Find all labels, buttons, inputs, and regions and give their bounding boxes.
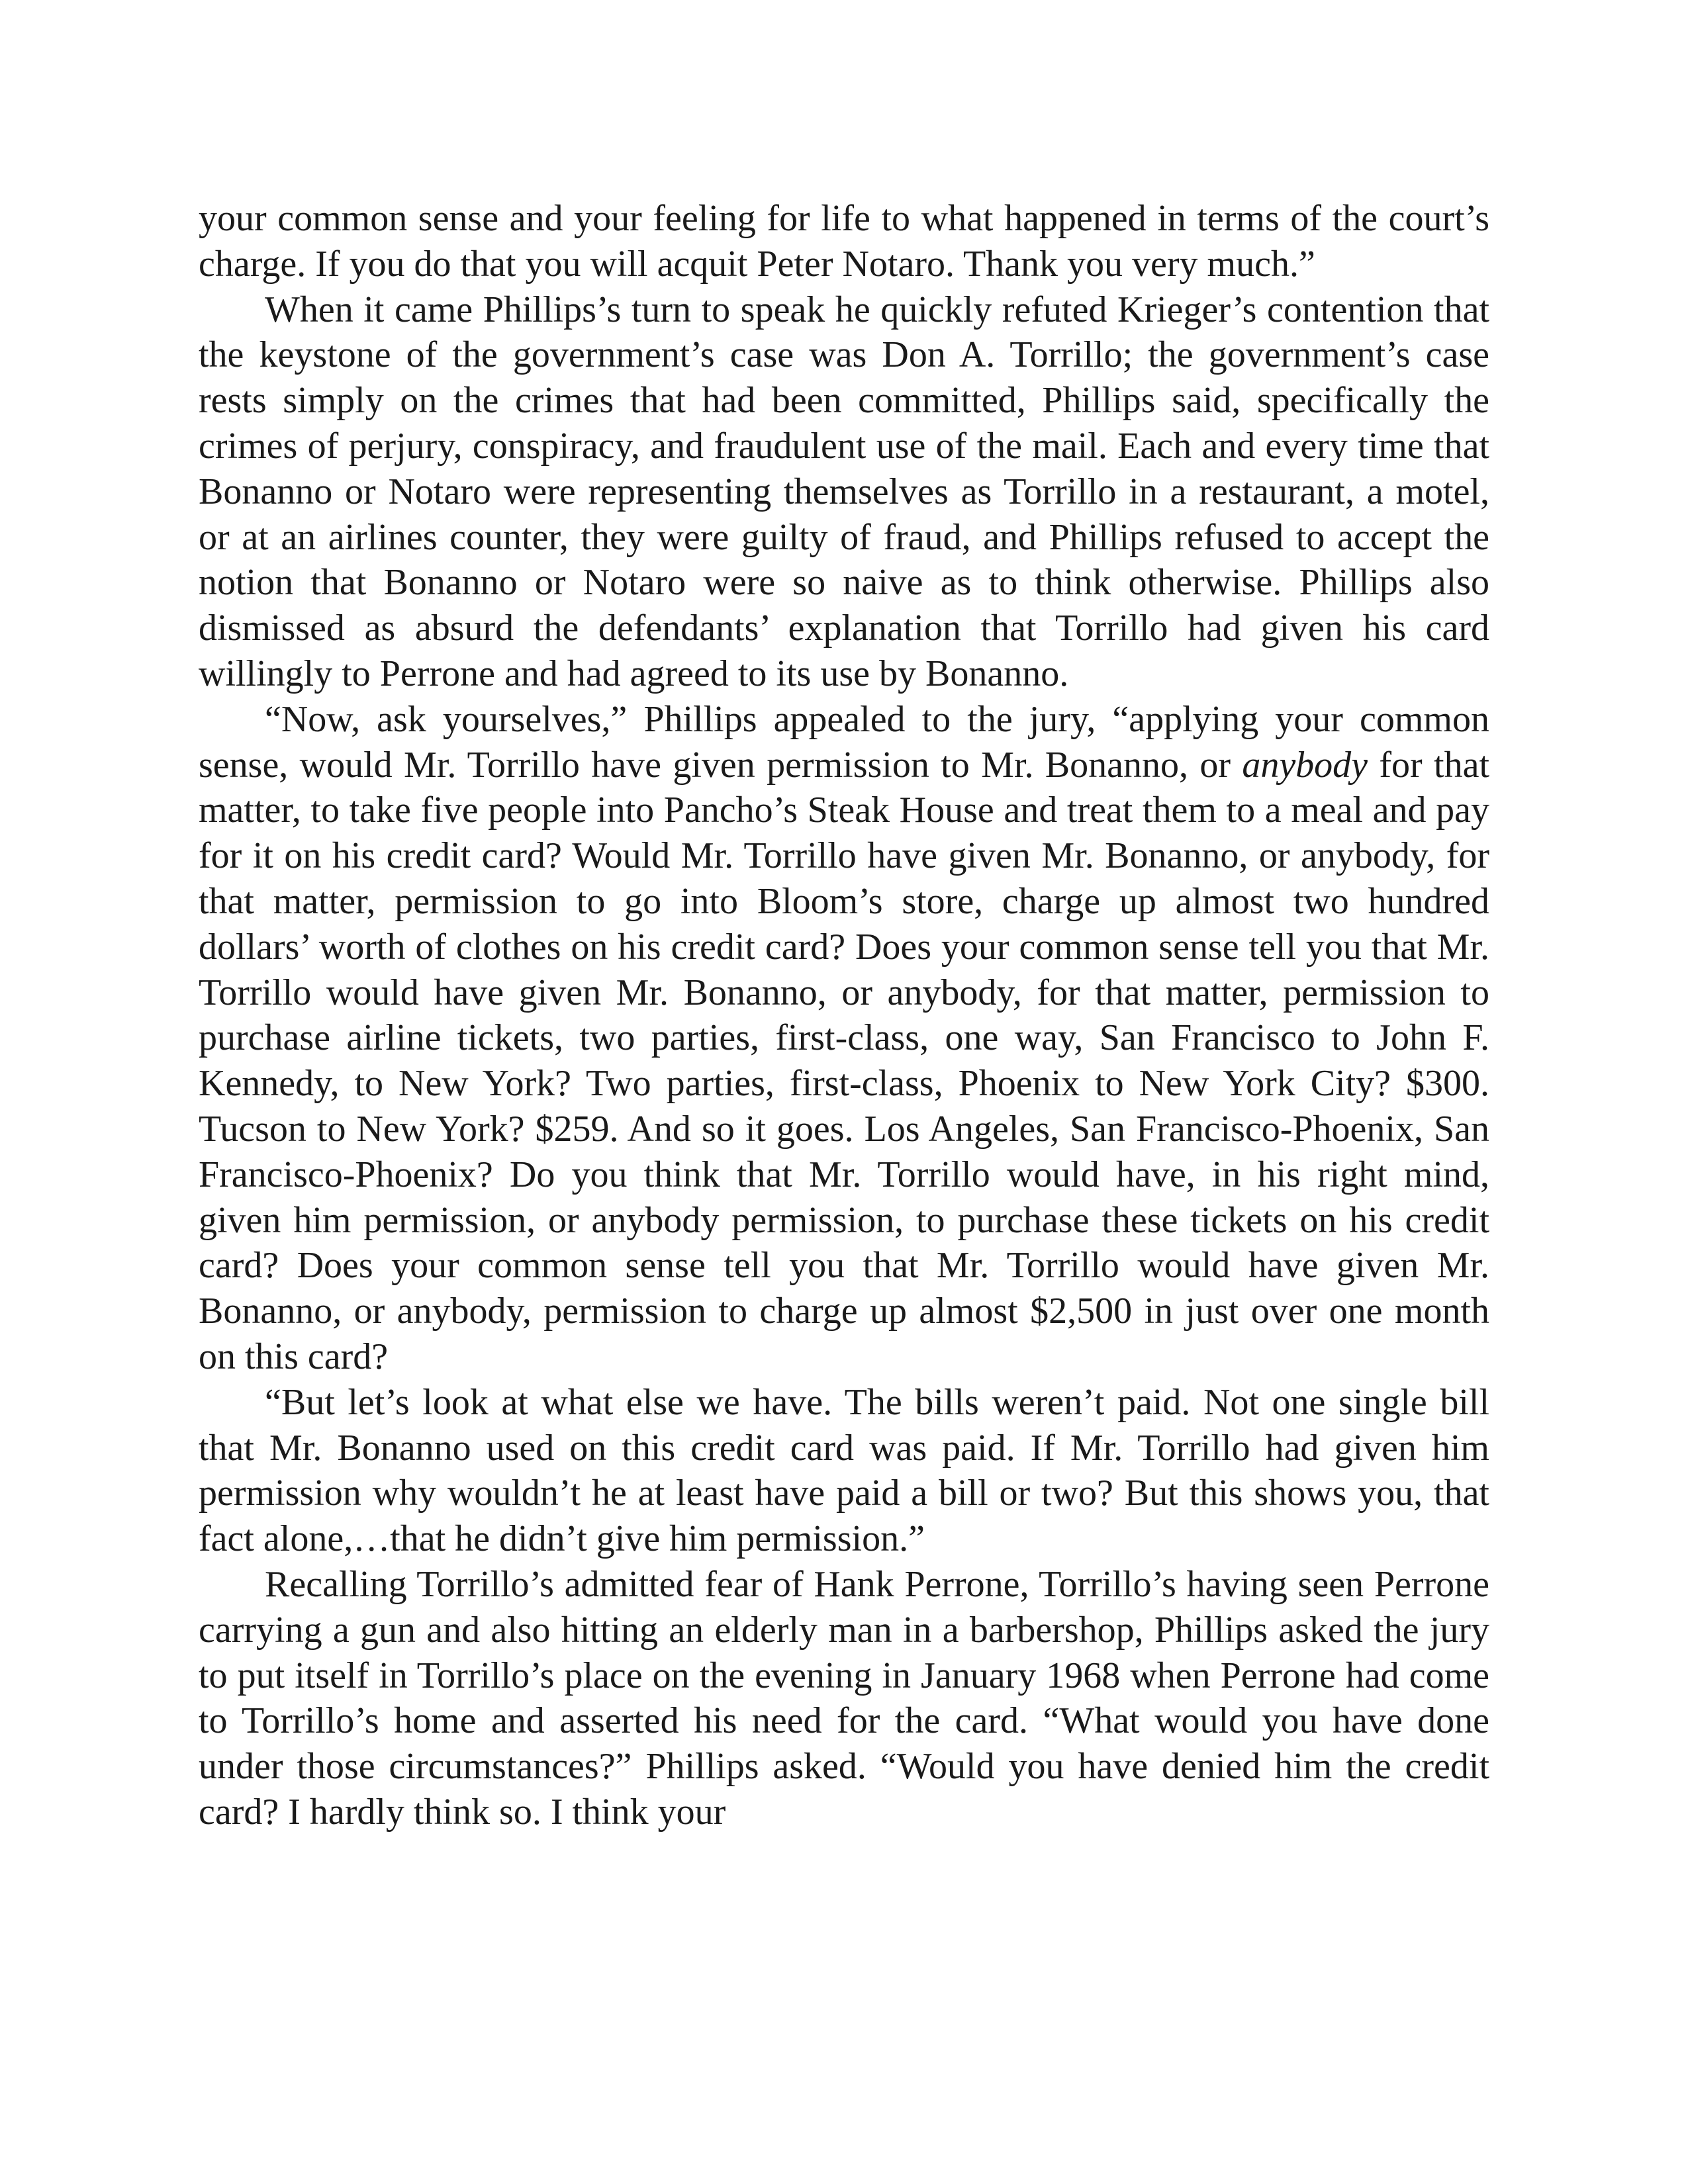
paragraph-fear-of-perrone: Recalling Torrillo’s admitted fear of Hank Perrone, Torrillo’s having seen Perrone carrying a gun and also hitting an elderly man in a barbershop, Phillips asked the jury to put itself in Torrillo’s place on the evening in January 1968 when Perrone had come to Torrillo’s home and asserted his need for the card. “What would you have done under those circumstances?” Phillips asked. “Would you have denied him the credit card? I hardly think so. I think your bbox=[199, 1563, 1489, 1833]
paragraph-bills-unpaid: “But let’s look at what else we have. The bills weren’t paid. Not one single bill that Mr. Bonanno used on this credit card was paid. If Mr. Torrillo had given him permission why wouldn’t he at least have paid a bill or two? But this shows you, that fact alone,…that he didn’t give him permission.” bbox=[199, 1381, 1489, 1560]
page-body bbox=[199, 196, 1489, 1835]
paragraph-text: “Now, ask yourselves,” Phillips appealed to the jury, “applying your common sense, would Mr. Torrillo have given permission to Mr. Bonanno, or bbox=[199, 698, 1489, 786]
italic-emphasis: anybody bbox=[1242, 744, 1368, 786]
paragraph-text: for that matter, to take five people into Pancho’s Steak House and treat them to a meal and pay for it on his credit card? Would Mr. Torrillo have given Mr. Bonanno, or anybody, for that matter, permission to go into Bloom’s store, charge up almost two hundred dollars’ worth of clothes on his credit card? Does your common sense tell you that Mr. Torrillo would have given Mr. Bonanno, or anybody, for that matter, permission to purchase airline tickets, two parties, first-class, one way, San Francisco to John F. Kennedy, to New York? Two parties, first-class, Phoenix to New York City? $300. Tucson to New York? $259. And so it goes. Los Angeles, San Francisco-Phoenix, San Francisco-Phoenix? Do you think that Mr. Torrillo would have, in his right mind, given him permission, or anybody permission, to purchase these tickets on his credit card? Does your common sense tell you that Mr. Torrillo would have given Mr. Bonanno, or anybody, permission to charge up almost $2,500 in just over one month on this card? bbox=[199, 744, 1489, 1377]
paragraph-ask-yourselves bbox=[199, 697, 1489, 1380]
paragraph-continued: your common sense and your feeling for life to what happened in terms of the court’s charge. If you do that you will acquit Peter Notaro. Thank you very much.” bbox=[199, 198, 1489, 285]
paragraph-phillips-rebuttal: When it came Phillips’s turn to speak he quickly refuted Krieger’s contention that the keystone of the government’s case was Don A. Torrillo; the government’s case rests simply on the crimes that had been committed, Phillips said, specifically the crimes of perjury, conspiracy, and fraudulent use of the mail. Each and every time that Bonanno or Notaro were representing themselves as Torrillo in a restaurant, a motel, or at an airlines counter, they were guilty of fraud, and Phillips refused to accept the notion that Bonanno or Notaro were so naive as to think otherwise. Phillips also dismissed as absurd the defendants’ explanation that Torrillo had given his card willingly to Perrone and had agreed to its use by Bonanno. bbox=[199, 289, 1489, 694]
